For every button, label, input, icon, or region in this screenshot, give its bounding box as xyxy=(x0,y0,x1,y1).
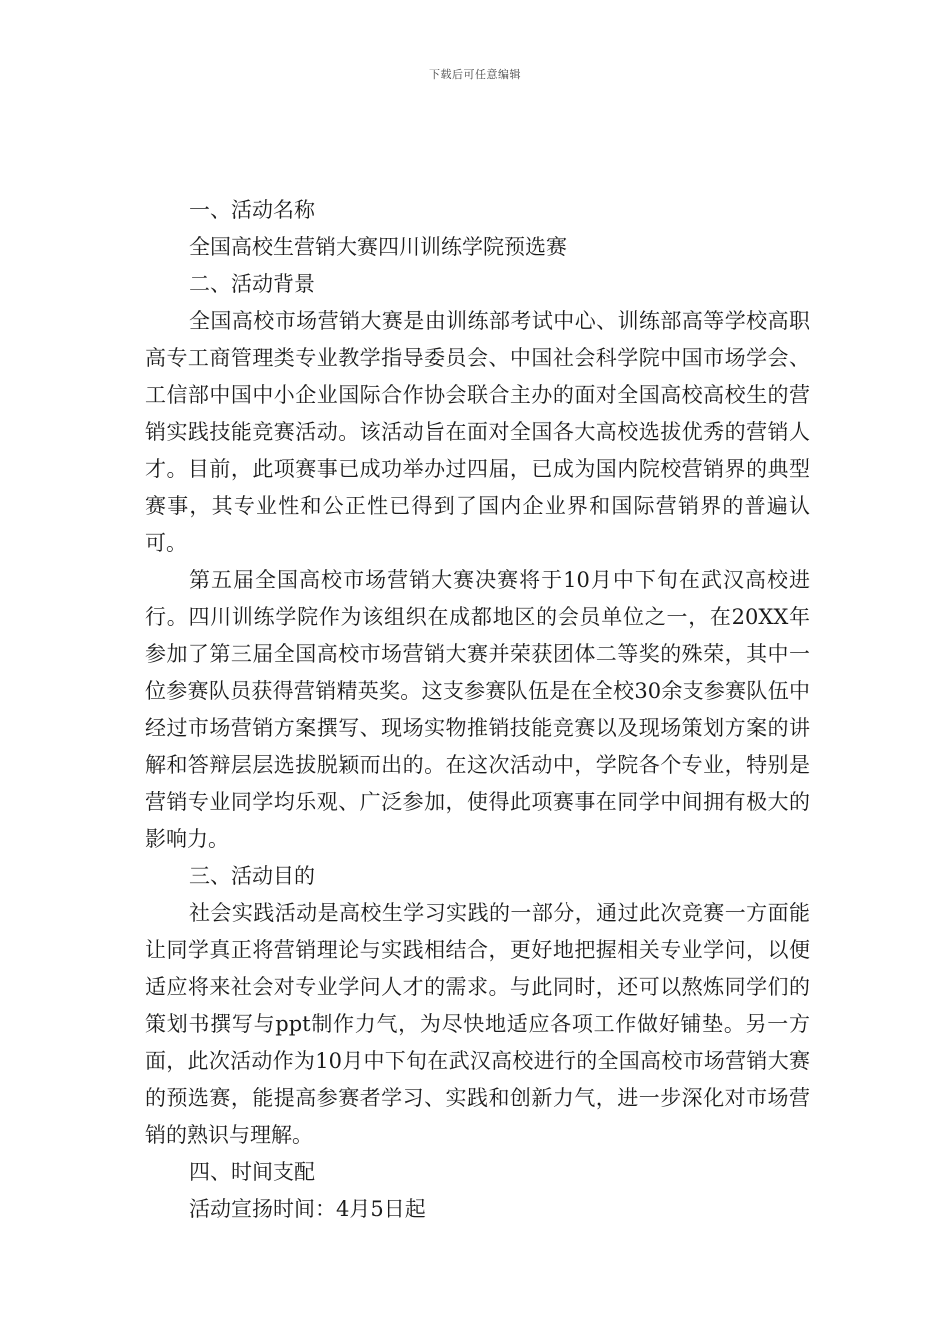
purpose-paragraph: 社会实践活动是高校生学习实践的一部分，通过此次竞赛一方面能让同学真正将营销理论与实践相结合，更好地把握相关专业学问，以便适应将来社会对专业学问人才的需求。与此同时，还可以熬炼同学们的策划书撰写与ppt制作力气，为尽快地适应各项工作做好铺垫。另一方面，此次活动作为10月中下旬在武汉高校进行的全国高校市场营销大赛的预选赛，能提高参赛者学习、实践和创新力气，进一步深化对市场营销的熟识与理解。 xyxy=(145,901,810,1147)
schedule-promotion-time: 活动宣扬时间：4月5日起 xyxy=(189,1197,426,1221)
page-header-note: 下载后可任意编辑 xyxy=(429,68,521,81)
activity-name-text: 全国高校生营销大赛四川训练学院预选赛 xyxy=(189,235,567,259)
section-heading-activity-name: 一、活动名称 xyxy=(189,198,315,222)
section-heading-purpose: 三、活动目的 xyxy=(189,864,315,888)
section-heading-background: 二、活动背景 xyxy=(189,272,315,296)
background-paragraph-2: 第五届全国高校市场营销大赛决赛将于10月中下旬在武汉高校进行。四川训练学院作为该组织在成都地区的会员单位之一，在20XX年参加了第三届全国高校市场营销大赛并荣获团体二等奖的殊荣，其中一位参赛队员获得营销精英奖。这支参赛队伍是在全校30余支参赛队伍中经过市场营销方案撰写、现场实物推销技能竞赛以及现场策划方案的讲解和答辩层层选拔脱颖而出的。在这次活动中，学院各个专业，特别是营销专业同学均乐观、广泛参加，使得此项赛事在同学中间拥有极大的影响力。 xyxy=(145,568,810,851)
document-body xyxy=(145,192,810,1228)
section-heading-schedule: 四、时间支配 xyxy=(189,1160,315,1184)
background-paragraph-1: 全国高校市场营销大赛是由训练部考试中心、训练部高等学校高职高专工商管理类专业教学指导委员会、中国社会科学院中国市场学会、工信部中国中小企业国际合作协会联合主办的面对全国高校高校生的营销实践技能竞赛活动。该活动旨在面对全国各大高校选拔优秀的营销人才。目前，此项赛事已成功举办过四届，已成为国内院校营销界的典型赛事，其专业性和公正性已得到了国内企业界和国际营销界的普遍认可。 xyxy=(145,309,810,555)
